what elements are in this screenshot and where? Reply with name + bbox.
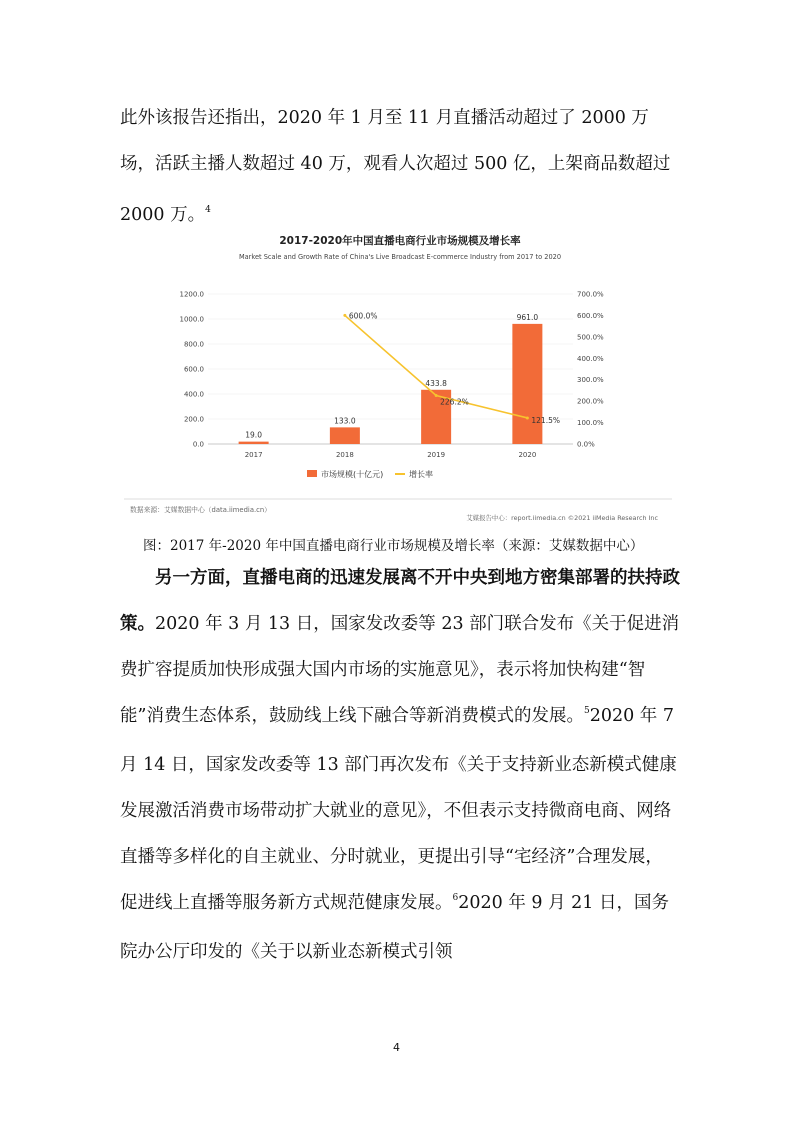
footnote-ref-4: 4 [205, 205, 211, 215]
paragraph-policy-bold: 另一方面，直播电商的迅速发展离不开中央到地方密集部署的扶持政策。 [120, 568, 680, 634]
paragraph-policy [120, 555, 680, 975]
legend-label-bar: 市场规模(十亿元) [321, 470, 384, 479]
chart-subtitle: Market Scale and Growth Rate of China's Live Broadcast E-commerce Industry from 2017 to 2020 [238, 253, 562, 261]
bar [512, 324, 542, 444]
growth-point [343, 314, 346, 317]
y2-tick-label: 400.0% [577, 354, 604, 363]
footnote-ref-6: 6 [452, 893, 459, 903]
growth-point [435, 394, 438, 397]
y-tick-label: 0.0 [192, 440, 204, 449]
y-tick-label: 400.0 [183, 390, 204, 399]
chart-title: 2017-2020年中国直播电商行业市场规模及增长率 [279, 235, 521, 247]
y2-tick-label: 100.0% [577, 419, 604, 428]
growth-point [526, 416, 529, 419]
y2-tick-label: 200.0% [577, 397, 604, 406]
bar [239, 442, 269, 444]
paragraph-policy-text-a: 2020 年 3 月 13 日，国家发改委等 23 部门联合发布《关于促进消费扩容提质加快形成强大国内市场的实施意见》，表示将加快构建“智能”消费生态体系，鼓励线上线下融合等新消费模式的发展。 [120, 614, 680, 726]
bar [330, 427, 360, 444]
y2-tick-label: 700.0% [577, 290, 604, 299]
paragraph-intro [120, 95, 680, 238]
footnote-ref-5: 5 [583, 706, 590, 716]
paragraph-policy-text-b: 2020 年 7 月 14 日，国家发改委等 13 部门再次发布《关于支持新业态新模式健康发展激活消费市场带动扩大就业的意见》，不但表示支持微商电商、网络直播等多样化的自主就业、分时就业，更提出引导“宅经济”合理发展，促进线上直播等服务新方式规范健康发展。 [120, 706, 677, 913]
bar-value-label: 961.0 [516, 312, 539, 322]
bar-value-label: 19.0 [245, 430, 262, 440]
legend-swatch-bar [307, 470, 317, 477]
chart-source-right: 艾媒报告中心：report.iimedia.cn ©2021 iiMedia Research Inc [466, 514, 658, 522]
y2-tick-label: 500.0% [577, 333, 604, 342]
y2-tick-label: 600.0% [577, 311, 604, 320]
x-tick-label: 2018 [335, 451, 354, 459]
y-tick-label: 600.0 [183, 365, 204, 374]
growth-value-label: 121.5% [531, 415, 560, 425]
growth-value-label: 600.0% [348, 311, 378, 321]
y-tick-label: 1000.0 [179, 315, 204, 324]
chart-legend [307, 469, 433, 479]
chart-x-axis [208, 444, 573, 459]
y2-tick-label: 300.0% [577, 376, 604, 385]
x-tick-label: 2017 [244, 451, 263, 459]
y-tick-label: 1200.0 [179, 290, 204, 299]
legend-label-line: 增长率 [409, 470, 433, 479]
figure-caption: 图：2017 年-2020 年中国直播电商行业市场规模及增长率（来源：艾媒数据中心） [143, 538, 644, 554]
chart-source-left: 数据来源：艾媒数据中心（data.iimedia.cn） [130, 506, 271, 514]
y-tick-label: 800.0 [183, 340, 204, 349]
chart-y-axis [180, 291, 205, 449]
x-tick-label: 2019 [427, 451, 446, 459]
market-scale-chart [118, 222, 678, 527]
paragraph-policy-text-c: 2020 年 9 月 21 日，国务院办公厅印发的《关于以新业态新模式引领 [120, 893, 669, 962]
bar-value-label: 133.0 [334, 416, 356, 426]
growth-value-label: 226.2% [440, 397, 469, 407]
y-tick-label: 200.0 [183, 415, 204, 424]
paragraph-intro-text: 此外该报告还指出，2020 年 1 月至 11 月直播活动超过了 2000 万场，活跃主播人数超过 40 万，观看人次超过 500 亿，上架商品数超过 2000 万。 [120, 108, 671, 225]
chart-y2-axis [577, 291, 604, 449]
page-number: 4 [393, 1041, 400, 1054]
chart-bars [239, 313, 543, 444]
x-tick-label: 2020 [518, 451, 537, 459]
bar-value-label: 433.8 [425, 378, 447, 388]
y2-tick-label: 0.0% [577, 440, 595, 449]
